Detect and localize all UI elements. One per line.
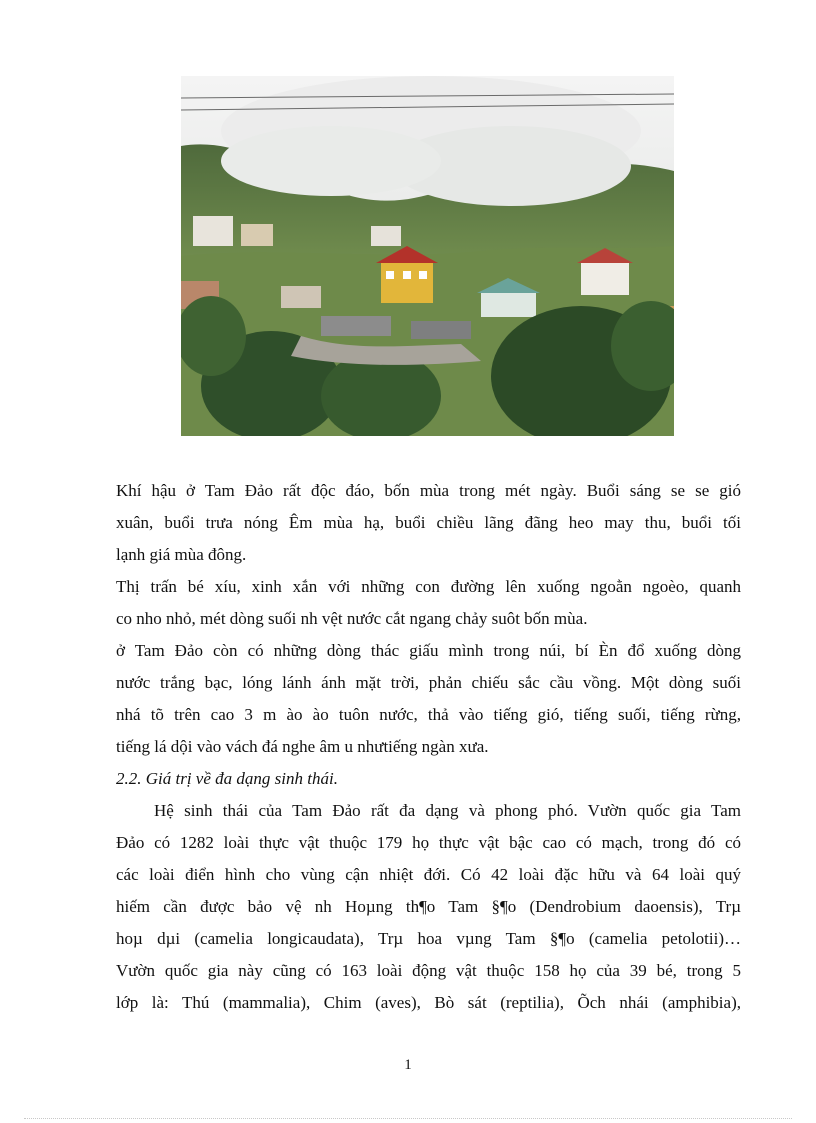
text-line: Thị trấn bé xíu, xinh xắn với những con đường lên xuống ngoằn ngoèo, quanh bbox=[116, 577, 741, 596]
page-number: 1 bbox=[404, 1057, 412, 1073]
text-line: co nho nhỏ, mét dòng suối nh vệt nước cắt ngang chảy suôt bốn mùa. bbox=[116, 609, 588, 628]
paragraph-biodiversity bbox=[116, 795, 741, 1019]
section-heading: 2.2. Giá trị về đa dạng sinh thái. bbox=[116, 769, 338, 788]
paragraph-town bbox=[116, 571, 741, 635]
town-photo-illustration bbox=[181, 76, 674, 436]
paragraph-climate bbox=[116, 475, 741, 571]
text-line: Đảo có 1282 loài thực vật thuộc 179 họ thực vật bậc cao có mạch, trong đó có bbox=[116, 833, 741, 852]
text-line: hoµ dµi (camelia longicaudata), Trµ hoa vµng Tam §¶o (camelia petolotii)… bbox=[116, 929, 741, 948]
text-line: lạnh giá mùa đông. bbox=[116, 545, 247, 564]
text-line: nước trắng bạc, lóng lánh ánh mặt trời, phản chiếu sắc cầu vồng. Một dòng suối bbox=[116, 673, 741, 692]
text-line: nhá tõ trên cao 3 m ào ào tuôn nước, thả vào tiếng gió, tiếng suối, tiếng rừng, bbox=[116, 705, 741, 724]
town-photo bbox=[181, 76, 674, 436]
text-line: lớp là: Thú (mammalia), Chim (aves), Bò sát (reptilia), Õch nhái (amphibia), bbox=[116, 993, 741, 1012]
text-line: các loài điển hình cho vùng cận nhiệt đới. Có 42 loài đặc hữu và 64 loài quý bbox=[116, 865, 741, 884]
text-line: ở Tam Đảo còn có những dòng thác giấu mình trong núi, bí Èn đổ xuống dòng bbox=[116, 641, 741, 660]
paragraph-waterfalls bbox=[116, 635, 741, 763]
text-line: Vườn quốc gia này cũng có 163 loài động vật thuộc 158 họ của 39 bé, trong 5 bbox=[116, 961, 741, 980]
text-line: hiếm cần được bảo vệ nh Hoµng th¶o Tam §¶o (Dendrobium daoensis), Trµ bbox=[116, 897, 741, 916]
text-line: Khí hậu ở Tam Đảo rất độc đáo, bốn mùa trong mét ngày. Buổi sáng se se gió bbox=[116, 481, 741, 500]
text-line: xuân, buổi trưa nóng Êm mùa hạ, buổi chiều lãng đãng heo may thu, buổi tối bbox=[116, 513, 741, 532]
page-bottom-divider bbox=[24, 1118, 792, 1119]
text-line: tiếng lá dội vào vách đá nghe âm u nhưtiếng ngàn xưa. bbox=[116, 737, 489, 756]
text-line: Hệ sinh thái của Tam Đảo rất đa dạng và phong phó. Vườn quốc gia Tam bbox=[154, 801, 741, 820]
